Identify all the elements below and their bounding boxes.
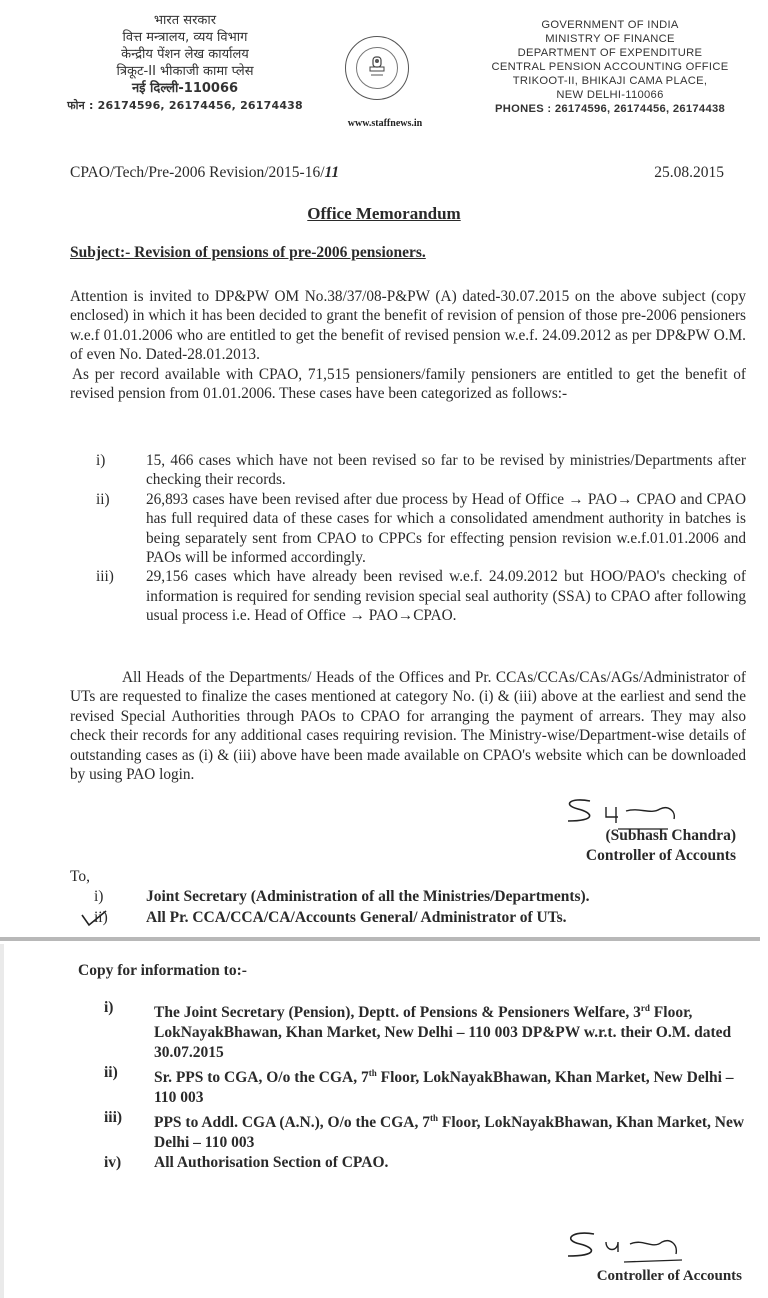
list-text: 29,156 cases which have already been revised w.e.f. 24.09.2012 but HOO/PAO's checking of information is required for sending revision special seal authority (SSA) to CPAO after following usual process i.e. Head of Office → PAO→CPAO. — [146, 568, 746, 625]
list-item — [104, 1063, 754, 1108]
english-line: NEW DELHI-110066 — [556, 89, 664, 101]
list-item — [104, 1108, 754, 1153]
hindi-line: त्रिकूट-II भीकाजी कामा प्लेस — [116, 64, 254, 79]
list-number: iii) — [104, 1109, 123, 1127]
intro-part-2: As per record available with CPAO, 71,515 pensioners/family pensioners are entitled to get the benefit of revised pension from 01.01.2006. These cases have been categorized as follows:- — [70, 365, 746, 403]
list-number: iii) — [96, 568, 114, 586]
handwritten-signature-icon — [560, 1228, 690, 1268]
list-item — [104, 998, 754, 1063]
list-text: Sr. PPS to CGA, O/o the CGA, 7th Floor, LokNayakBhawan, Khan Market, New Delhi – 110 003 — [154, 1068, 734, 1107]
english-line: CENTRAL PENSION ACCOUNTING OFFICE — [491, 61, 729, 73]
memo-date: 25.08.2015 — [654, 164, 724, 181]
reference-text: CPAO/Tech/Pre-2006 Revision/2015-16/ — [70, 164, 325, 181]
hindi-phone: फोन : 26174596, 26174456, 26174438 — [67, 99, 303, 112]
list-text: 26,893 cases have been revised after due process by Head of Office → PAO→ CPAO and CPAO has full required data of these cases for which a consolidated amendment authority in batches is being separately sent from CPAO to CPPCs for effecting pension revision w.e.f.01.01.2006 and PAOs will be informed accordingly. — [146, 490, 746, 567]
reference-number — [70, 164, 339, 182]
ashoka-emblem-icon — [366, 55, 388, 79]
english-line: PHONES : 26174596, 26174456, 26174438 — [494, 103, 726, 115]
handwritten-checkmark-icon — [80, 909, 108, 927]
signatory-block — [586, 826, 736, 866]
list-number: i) — [94, 888, 104, 905]
list-text: Joint Secretary (Administration of all the Ministries/Departments). — [146, 888, 590, 905]
hindi-line: वित्त मन्त्रालय, व्यय विभाग — [122, 30, 248, 45]
list-text: PPS to Addl. CGA (A.N.), O/o the CGA, 7th Floor, LokNayakBhawan, Khan Market, New Delhi – 110 003 — [154, 1113, 745, 1152]
letterhead-hindi — [60, 12, 310, 114]
list-item — [96, 567, 746, 625]
list-number-text: ii) — [94, 909, 108, 926]
list-text: 15, 466 cases which have not been revised so far to be revised by ministries/Departments after checking their records. — [146, 452, 746, 489]
copy-label: Copy for information to:- — [78, 962, 247, 979]
intro-paragraph — [70, 287, 746, 403]
list-item — [96, 490, 746, 568]
list-text: The Joint Secretary (Pension), Deptt. of Pensions & Pensioners Welfare, 3rd Floor, LokNayakBhawan, Khan Market, New Delhi – 110 003 DP&PW w.r.t. their O.M. dated 30.07.2015 — [154, 1003, 732, 1062]
list-number: i) — [96, 452, 106, 469]
page-edge — [0, 944, 4, 1298]
list-item — [104, 1153, 754, 1173]
handwritten-number: 11 — [324, 164, 340, 181]
list-number: ii) — [104, 1064, 118, 1082]
list-number: ii) — [96, 490, 110, 508]
list-number: iv) — [104, 1154, 122, 1172]
english-line: MINISTRY OF FINANCE — [545, 33, 675, 45]
list-number: i) — [104, 999, 114, 1016]
cpao-seal-emblem-icon — [345, 36, 409, 100]
english-line: TRIKOOT-II, BHIKAJI CAMA PLACE, — [512, 75, 708, 87]
instruction-text: All Heads of the Departments/ Heads of the Offices and Pr. CCAs/CCAs/CAs/AGs/Administrator of UTs are requested to finalize the cases mentioned at category No. (i) & (iii) above at the earliest and send the revised Special Authorities through PAOs to CPAO for arranging the payment of arrears. They may also check their records for any additional cases requiring revision. The Ministry-wise/Department-wise details of outstanding cases as (i) & (iii) above have been made available on CPAO's website which can be downloaded by using PAO login. — [70, 669, 746, 784]
letterhead-english — [460, 18, 760, 116]
list-number — [94, 907, 146, 928]
english-line: GOVERNMENT OF INDIA — [541, 19, 679, 31]
hindi-line: केन्द्रीय पेंशन लेख कार्यालय — [121, 47, 249, 62]
list-text: All Pr. CCA/CCA/CA/Accounts General/ Administrator of UTs. — [146, 909, 567, 926]
recipient-list — [94, 886, 744, 928]
category-list — [96, 451, 746, 626]
to-label: To, — [70, 868, 91, 885]
english-line: DEPARTMENT OF EXPENDITURE — [517, 47, 703, 59]
list-item — [94, 886, 744, 907]
footer-designation: Controller of Accounts — [596, 1268, 742, 1284]
list-item — [94, 907, 744, 928]
copy-list — [104, 998, 754, 1173]
page-separator — [0, 937, 760, 941]
page-title: Office Memorandum — [307, 204, 461, 223]
subject-line: Subject:- Revision of pensions of pre-2006 pensioners. — [70, 244, 426, 261]
intro-part-1: Attention is invited to DP&PW OM No.38/37/08-P&PW (A) dated-30.07.2015 on the above subject (copy enclosed) in which it has been decided to grant the benefit of revision of pension of those pre-2006 pensioners w.e.f 01.01.2006 who are entitled to get the benefit of revised pension w.e.f. 24.09.2012 as per DP&PW O.M. of even No. Dated-28.01.2013. — [70, 288, 746, 364]
signatory-designation: Controller of Accounts — [585, 847, 736, 864]
list-text: All Authorisation Section of CPAO. — [154, 1154, 389, 1172]
website-watermark: www.staffnews.in — [347, 118, 423, 129]
hindi-line: भारत सरकार — [153, 13, 217, 28]
instruction-paragraph — [70, 668, 746, 784]
hindi-line: नई दिल्ली-110066 — [131, 81, 239, 96]
signatory-name: (Subhash Chandra) — [605, 827, 736, 844]
list-item — [96, 451, 746, 490]
